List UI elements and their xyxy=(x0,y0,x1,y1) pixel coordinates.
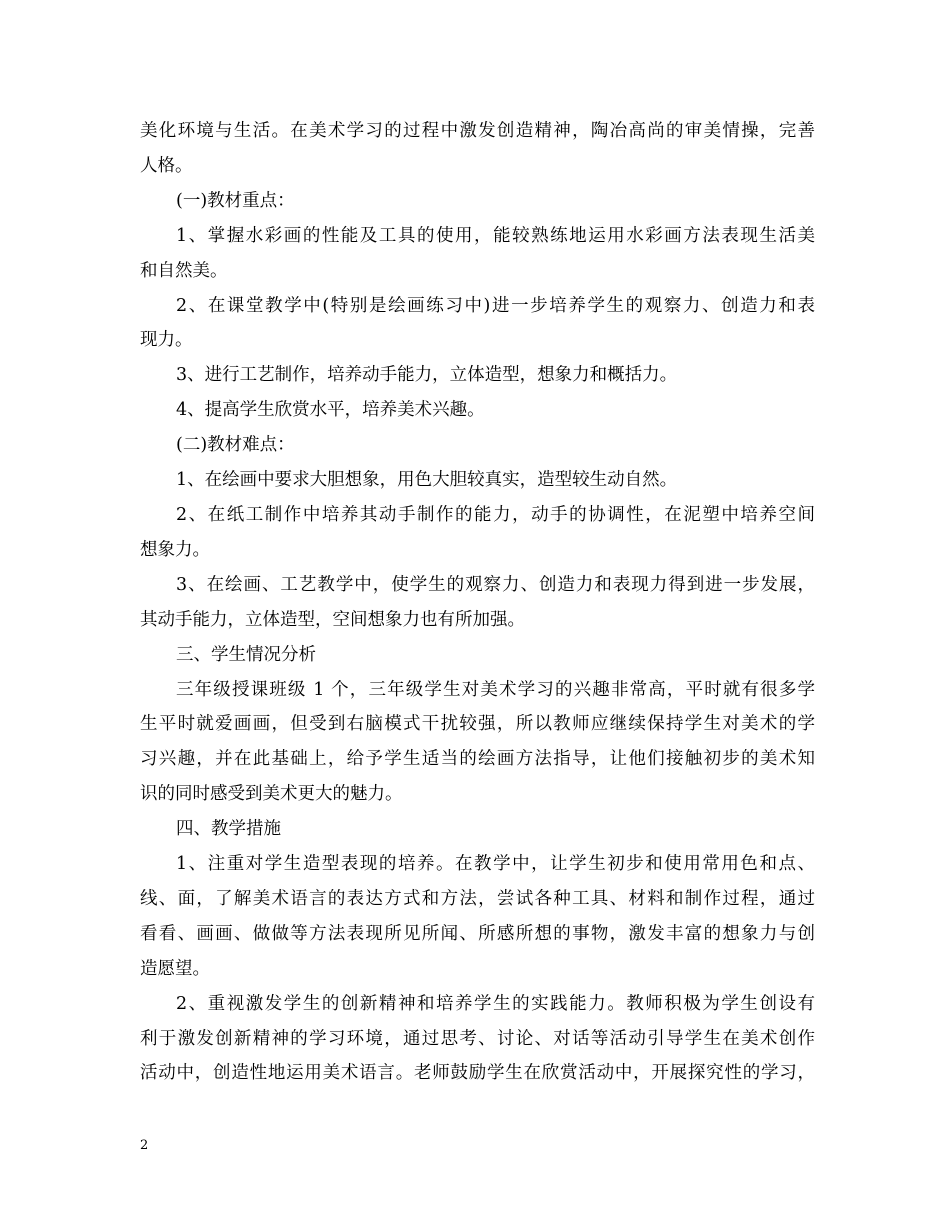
text-line: 四、教学措施 xyxy=(176,819,281,840)
text-line: 想象力。 xyxy=(140,539,210,560)
text-line: 1、在绘画中要求大胆想象，用色大胆较真实，造型较生动自然。 xyxy=(176,470,678,491)
document-body xyxy=(140,114,815,1091)
text-line: 美化环境与生活。在美术学习的过程中激发创造精神，陶冶高尚的审美情操，完善 xyxy=(140,121,815,141)
text-line: 习兴趣，并在此基础上，给予学生适当的绘画方法指导，让他们接触初步的美术知 xyxy=(140,749,815,770)
text-line: 人格。 xyxy=(140,155,193,176)
text-line: 生平时就爱画画，但受到右脑模式干扰较强，所以教师应继续保持学生对美术的学 xyxy=(140,714,815,735)
text-line: 活动中，创造性地运用美术语言。老师鼓励学生在欣赏活动中，开展探究性的学习， xyxy=(140,1063,815,1084)
text-line: 现力。 xyxy=(140,330,193,351)
text-line: 3、进行工艺制作，培养动手能力，立体造型，想象力和概括力。 xyxy=(176,365,678,386)
text-line: 三、学生情况分析 xyxy=(176,644,316,665)
text-line: 看看、画画、做做等方法表现所见所闻、所感所想的事物，激发丰富的想象力与创 xyxy=(140,923,815,944)
text-line: 2、重视激发学生的创新精神和培养学生的实践能力。教师积极为学生创设有 xyxy=(176,993,815,1014)
page-number: 2 xyxy=(140,1138,149,1153)
text-line: 1、注重对学生造型表现的培养。在教学中，让学生初步和使用常用色和点、 xyxy=(176,854,815,875)
text-line: 造愿望。 xyxy=(140,958,210,979)
text-line: (二)教材难点： xyxy=(176,435,295,456)
text-line: 3、在绘画、工艺教学中，使学生的观察力、创造力和表现力得到进一步发展， xyxy=(176,574,815,595)
text-line: 和自然美。 xyxy=(140,260,228,281)
text-line: 1、掌握水彩画的性能及工具的使用，能较熟练地运用水彩画方法表现生活美 xyxy=(176,225,815,246)
text-line: 2、在课堂教学中(特别是绘画练习中)进一步培养学生的观察力、创造力和表 xyxy=(176,295,815,316)
text-line: 4、提高学生欣赏水平，培养美术兴趣。 xyxy=(176,400,485,421)
text-line: 2、在纸工制作中培养其动手制作的能力，动手的协调性，在泥塑中培养空间 xyxy=(176,504,815,525)
text-line: 线、面，了解美术语言的表达方式和方法，尝试各种工具、材料和制作过程，通过 xyxy=(140,888,815,909)
text-line: 利于激发创新精神的学习环境，通过思考、讨论、对话等活动引导学生在美术创作 xyxy=(140,1028,815,1049)
text-line: 三年级授课班级 1 个，三年级学生对美术学习的兴趣非常高，平时就有很多学 xyxy=(176,679,815,700)
text-line: 其动手能力，立体造型，空间想象力也有所加强。 xyxy=(140,609,525,630)
text-line: 识的同时感受到美术更大的魅力。 xyxy=(140,784,403,805)
text-line: (一)教材重点： xyxy=(176,190,295,211)
